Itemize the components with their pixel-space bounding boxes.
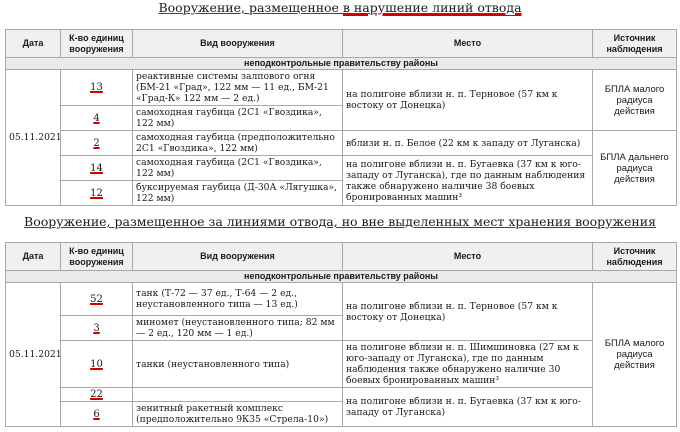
- place-cell: на полигоне вблизи н. п. Терновое (57 км к востоку от Донецка): [343, 283, 593, 341]
- count-cell: [61, 131, 133, 156]
- col-header-source: Источник наблюдения: [593, 243, 677, 271]
- source-cell: БПЛА дальнего радиуса действия: [593, 131, 677, 206]
- weapon-type-cell: [133, 388, 343, 402]
- region-subheader: неподконтрольные правительству районы: [6, 58, 677, 70]
- weapon-type-cell: танки (неустановленного типа): [133, 341, 343, 388]
- place-cell: на полигоне вблизи н. п. Бугаевка (37 км к юго-западу от Луганска): [343, 388, 593, 427]
- title-part-a: Вооружение, размещенное: [158, 0, 343, 15]
- count-cell: [61, 106, 133, 131]
- count-cell: [61, 283, 133, 316]
- count-value: 52: [90, 293, 103, 305]
- table-row: [6, 70, 677, 106]
- col-header-type: Вид вооружения: [133, 243, 343, 271]
- table-row: [6, 283, 677, 316]
- section-title-violation: [0, 0, 680, 16]
- section-title-outside-storage: [0, 214, 680, 230]
- col-header-place: Место: [343, 30, 593, 58]
- title-text: Вооружение, размещенное за линиями отвода, но вне выделенных мест хранения вооружения: [24, 214, 656, 229]
- table-header-row: [6, 243, 677, 271]
- table-row: [6, 341, 677, 388]
- col-header-source: Источник наблюдения: [593, 30, 677, 58]
- col-header-type: Вид вооружения: [133, 30, 343, 58]
- title-part-highlighted: в нарушение линий отвода: [342, 0, 522, 15]
- weapon-type-cell: танк (Т-72 — 37 ед., Т-64 — 2 ед., неустановленного типа — 13 ед.): [133, 283, 343, 316]
- region-subheader-row: [6, 58, 677, 70]
- weapon-type-cell: самоходная гаубица (2С1 «Гвоздика», 122 мм): [133, 156, 343, 181]
- count-value: 22: [90, 389, 103, 400]
- date-cell: 05.11.2021: [6, 70, 61, 206]
- table-header-row: [6, 30, 677, 58]
- count-value: 14: [90, 162, 103, 174]
- count-value: 12: [90, 187, 103, 199]
- place-cell: на полигоне вблизи н. п. Терновое (57 км к востоку от Донецка): [343, 70, 593, 131]
- region-subheader-row: [6, 271, 677, 283]
- place-cell: на полигоне вблизи н. п. Шимшиновка (27 км к юго-западу от Луганска), где по данным наблюдения также обнаружено наличие 30 боевых бронированных машин³: [343, 341, 593, 388]
- weapons-table-violation: [5, 29, 677, 206]
- col-header-count: К-во единиц вооружения: [61, 243, 133, 271]
- col-header-count: К-во единиц вооружения: [61, 30, 133, 58]
- table-row: [6, 131, 677, 156]
- place-cell: вблизи н. п. Белое (22 км к западу от Луганска): [343, 131, 593, 156]
- table-row: [6, 388, 677, 402]
- count-cell: [61, 156, 133, 181]
- weapon-type-cell: буксируемая гаубица (Д-30А «Лягушка», 122 мм): [133, 181, 343, 206]
- count-cell: [61, 341, 133, 388]
- weapon-type-cell: миномет (неустановленного типа; 82 мм — 2 ед., 120 мм — 1 ед.): [133, 316, 343, 341]
- count-cell: [61, 388, 133, 402]
- count-cell: [61, 402, 133, 427]
- source-cell: БПЛА малого радиуса действия: [593, 283, 677, 427]
- weapon-type-cell: реактивные системы залпового огня (БМ-21 «Град», 122 мм — 11 ед., БМ-21 «Град-К» 122 мм — 2 ед.): [133, 70, 343, 106]
- col-header-date: Дата: [6, 243, 61, 271]
- count-value: 10: [90, 358, 103, 370]
- source-cell: БПЛА малого радиуса действия: [593, 70, 677, 131]
- weapon-type-cell: самоходная гаубица (2С1 «Гвоздика», 122 мм): [133, 106, 343, 131]
- place-cell: на полигоне вблизи н. п. Бугаевка (37 км к юго-западу от Луганска), где по данным наблюдения также обнаружено наличие 38 боевых бронированных машин³: [343, 156, 593, 206]
- count-cell: [61, 181, 133, 206]
- count-value: 2: [93, 137, 100, 149]
- count-cell: [61, 316, 133, 341]
- weapons-table-outside-storage: [5, 242, 677, 427]
- date-cell: 05.11.2021: [6, 283, 61, 427]
- col-header-date: Дата: [6, 30, 61, 58]
- col-header-place: Место: [343, 243, 593, 271]
- count-value: 6: [93, 408, 100, 420]
- table-row: [6, 156, 677, 181]
- weapon-type-cell: самоходная гаубица (предположительно 2С1 «Гвоздика», 122 мм): [133, 131, 343, 156]
- region-subheader: неподконтрольные правительству районы: [6, 271, 677, 283]
- count-value: 3: [93, 322, 100, 334]
- count-value: 4: [93, 112, 100, 124]
- count-cell: [61, 70, 133, 106]
- count-value: 13: [90, 82, 103, 93]
- weapon-type-cell: зенитный ракетный комплекс (предположительно 9К35 «Стрела-10»): [133, 402, 343, 427]
